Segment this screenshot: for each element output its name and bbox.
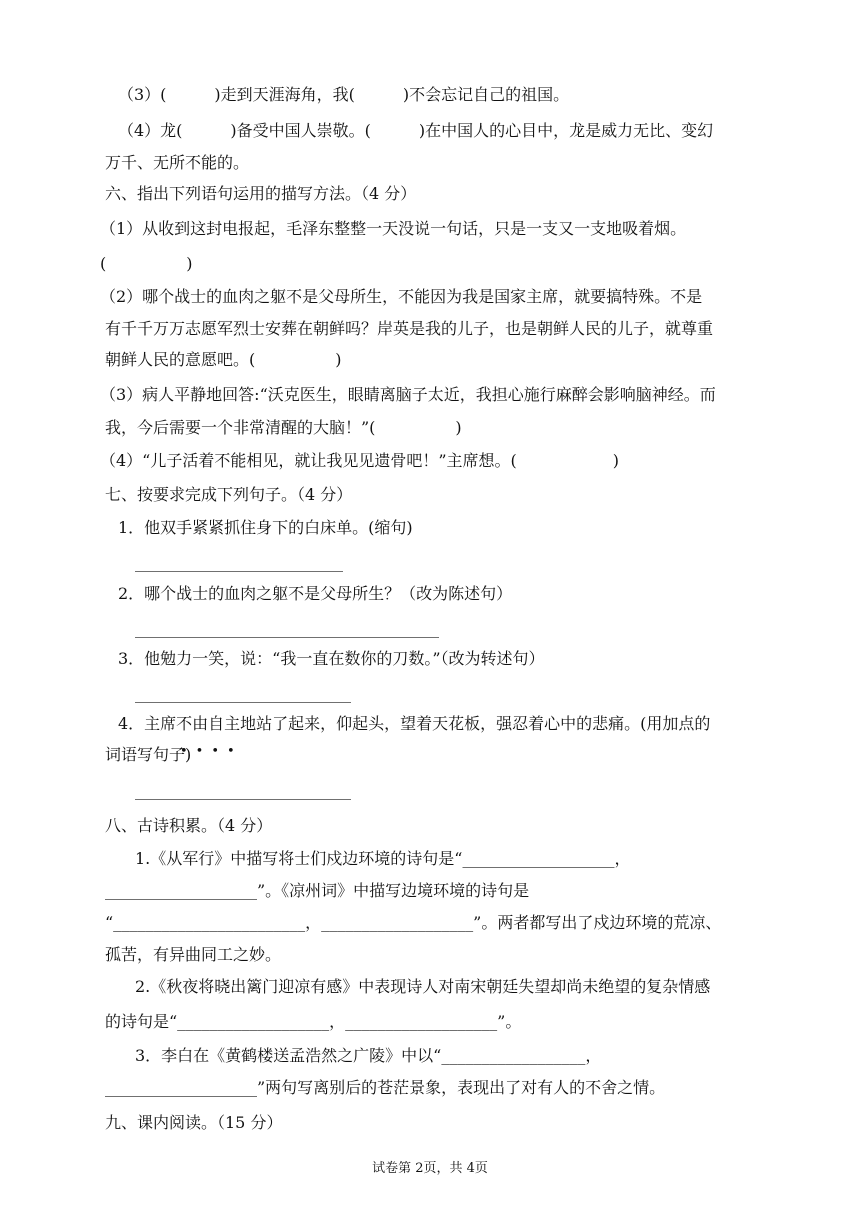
text-line: （1）从收到这封电报起，毛泽东整整一天没说一句话，只是一支又一支地吸着烟。 [100, 219, 687, 238]
section-heading: 六、指出下列语句运用的描写方法。（4 分） [105, 184, 417, 203]
text-line: 1．他双手紧紧抓住身下的白床单。(缩句) [118, 518, 413, 537]
text-line: ___________________”。《凉州词》中描写边境环境的诗句是 [105, 881, 530, 900]
text-line: 朝鲜人民的意愿吧。( ) [105, 350, 342, 369]
text-line: 孤苦，有异曲同工之妙。 [105, 945, 282, 964]
text-line: 3．他勉力一笑，说：“我一直在数你的刀数。”（改为转述句） [118, 649, 545, 668]
text-line: （3）病人平静地回答:“沃克医生，眼睛离脑子太近，我担心施行麻醉会影响脑神经。而 [100, 385, 716, 404]
text-line: “________________________，___________________”。两者都写出了戍边环境的荒凉、 [105, 913, 722, 932]
text-line: 我，今后需要一个非常清醒的大脑！”( ) [105, 418, 462, 437]
text-line: 词语写句子) [105, 745, 192, 764]
answer-bracket: ( ) [100, 254, 193, 273]
text-line: 2.《秋夜将晓出篱门迎凉有感》中表现诗人对南宋朝廷失望却尚未绝望的复杂情感 [135, 977, 711, 996]
text-line: 2．哪个战士的血肉之躯不是父母所生？（改为陈述句） [118, 584, 513, 603]
emphasis-dots: •••• [180, 744, 243, 759]
text-line: 有千千万万志愿军烈士安葬在朝鲜吗？岸英是我的儿子，也是朝鲜人民的儿子，就尊重 [105, 319, 714, 338]
answer-line: ______________________________________ [135, 619, 439, 638]
answer-line: __________________________ [135, 553, 343, 572]
section-heading: 八、古诗积累。（4 分） [105, 816, 273, 835]
text-line: 1.《从军行》中描写将士们戍边环境的诗句是“___________________， [135, 849, 631, 868]
section-heading: 七、按要求完成下列句子。（4 分） [105, 485, 353, 504]
text-line: （2）哪个战士的血肉之躯不是父母所生，不能因为我是国家主席，就要搞特殊。不是 [100, 287, 703, 306]
answer-line: ___________________________ [135, 781, 351, 800]
text-line: 3．李白在《黄鹤楼送孟浩然之广陵》中以“__________________， [135, 1046, 602, 1065]
page-footer: 试卷第 2页，共 4页 [372, 1161, 488, 1176]
text-line: （4）龙( )备受中国人崇敬。( )在中国人的心目中，龙是威力无比、变幻 [118, 121, 714, 140]
text-line: 的诗句是“___________________，___________________”。 [105, 1012, 522, 1031]
text-line: （4）“儿子活着不能相见，就让我见见遗骨吧！”主席想。( ) [100, 451, 620, 470]
answer-line: ___________________________ [135, 684, 351, 703]
text-line: ___________________”两句写离别后的苍茫景象，表现出了对有人的不舍之情。 [105, 1078, 666, 1097]
section-heading: 九、课内阅读。（15 分） [105, 1113, 283, 1132]
text-line: 4．主席不由自主地站了起来，仰起头，望着天花板，强忍着心中的悲痛。(用加点的 [118, 714, 711, 733]
text-line: （3）( )走到天涯海角，我( )不会忘记自己的祖国。 [118, 85, 570, 104]
text-line: 万千、无所不能的。 [105, 153, 250, 172]
